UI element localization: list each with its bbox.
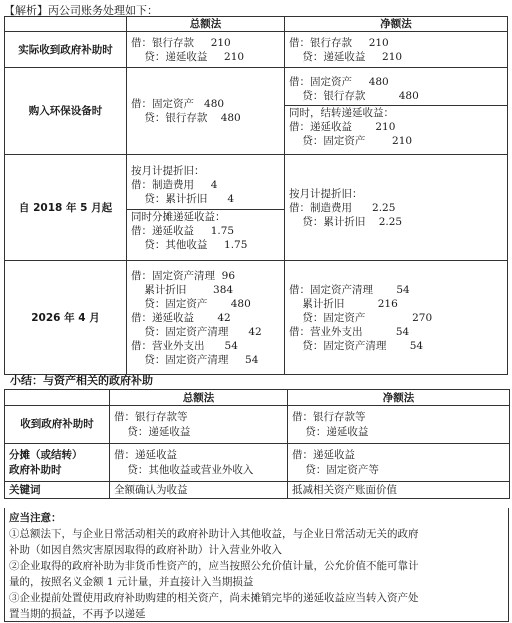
cell-gross-disposal [127,261,285,375]
entry-line: 贷：固定资产 210 [289,134,413,147]
entry-line: 贷：固定资产清理 54 [289,339,424,352]
entry-line: 贷：固定资产清理 42 [131,325,262,338]
summary-row-label [5,482,110,499]
entry-line: 贷：固定资产等 [292,463,379,476]
entry-line: 借：营业外支出 54 [131,339,238,352]
entry-line: 贷：固定资产清理 54 [131,353,259,366]
entry-line: 贷：递延收益 210 [289,50,403,63]
cell-gross-receive [127,32,285,68]
row-label-disposal: 2026 年 4 月 [5,261,127,375]
note-line: ②企业取得的政府补助为非货币性资产的，应当按照公允价值计量，公允价值不能可靠计 [9,560,419,572]
entry-line: 贷：递延收益 [114,425,191,438]
summary-row-label [5,406,110,444]
entry-line: 贷：其他收益 1.75 [131,238,248,251]
entry-line: 贷：银行存款 480 [289,89,419,102]
entry-line: 全额确认为收益 [114,483,188,496]
entry-line: 借：递延收益 42 [131,311,231,324]
summary-cell-net [288,406,510,444]
entry-line: 贷：银行存款 480 [131,112,241,124]
note-line: 量的，按照名义金额 1 元计量，并直接计入当期损益 [9,576,254,588]
note-line: 置当期的损益，不再予以递延 [9,608,146,620]
label-line: 收到政府补助时 [20,418,94,430]
entry-line: 借：营业外支出 54 [289,325,410,338]
entry-line: 贷：固定资产 270 [289,311,433,324]
header-gross: 总额法 [127,17,285,32]
entry-line: 贷：递延收益 210 [131,50,245,63]
cell-divider [127,209,284,252]
summary-header-net: 净额法 [288,390,510,406]
entry-line: 贷：递延收益 [292,425,369,438]
note-line: 补助（如因自然灾害原因取得的政府补助）计入营业外收入 [9,544,282,556]
summary-row-label [5,444,110,482]
notes-box [4,508,509,622]
entry-line: 抵减相关资产账面价值 [292,483,397,496]
entry-line: 借：制造费用 4 [131,178,218,191]
entry-line: 借：固定资产 480 [131,98,225,110]
summary-header-gross: 总额法 [110,390,288,406]
summary-title: 小结：与资产相关的政府补助 [10,374,153,387]
entry-line: 借：银行存款等 [292,410,366,423]
summary-cell-net [288,482,510,499]
entry-line: 贷：累计折旧 4 [131,192,235,205]
entry-line: 借：递延收益 [114,448,177,461]
entry-line: 贷：其他收益或营业外收入 [114,463,254,476]
notes-heading: 应当注意： [9,512,62,524]
summary-cell-net [288,444,510,482]
label-line: 政府补助时 [9,463,62,476]
cell-net-purchase [285,68,508,155]
cell-gross-purchase [127,68,285,155]
summary-cell-gross [110,444,288,482]
entry-line: 累计折旧 384 [131,283,234,296]
label-line: 关键词 [9,483,41,496]
summary-cell-gross [110,406,288,444]
entry-line: 贷：累计折旧 2.25 [289,215,403,228]
summary-header-blank [5,390,110,406]
entry-line: 借：递延收益 [292,448,355,461]
entry-line: 借：递延收益 1.75 [131,224,235,237]
cell-divider [285,105,507,148]
note-line: ①总额法下，与企业日常活动相关的政府补助计入其他收益，与企业日常活动无关的政府 [9,528,419,540]
row-label-depreciation: 自 2018 年 5 月起 [5,155,127,261]
entry-line: 借：固定资产清理 54 [289,283,410,296]
summary-table [4,389,510,499]
cell-net-depreciation [285,155,508,261]
note-line: ③企业提前处置使用政府补助购建的相关资产，尚未摊销完毕的递延收益应当转入资产处 [9,592,419,604]
header-blank [5,17,127,32]
entry-line: 贷：固定资产 480 [131,297,251,310]
entry-line: 借：固定资产清理 96 [131,269,236,282]
cell-net-receive [285,32,508,68]
entry-line: 按月计提折旧： [131,164,205,177]
intro-text: 【解析】丙公司账务处理如下： [4,4,158,17]
entry-line: 按月计提折旧： [289,187,363,200]
entry-line: 借：制造费用 2.25 [289,201,396,214]
cell-net-disposal [285,261,508,375]
entry-line: 借：银行存款等 [114,410,188,423]
header-net: 净额法 [285,17,508,32]
entry-line: 累计折旧 216 [289,297,398,310]
entry-line: 借：银行存款 210 [131,36,231,49]
entry-line: 借：固定资产 480 [289,75,389,88]
entry-line: 借：银行存款 210 [289,36,389,49]
row-label-purchase: 购入环保设备时 [5,68,127,155]
entry-line: 同时，结转递延收益： [289,106,394,119]
row-label-receive: 实际收到政府补助时 [5,32,127,68]
journal-table [4,16,508,375]
label-line: 分摊（或结转） [9,448,83,461]
summary-cell-gross [110,482,288,499]
cell-gross-depreciation [127,155,285,261]
entry-line: 同时分摊递延收益： [131,210,226,223]
entry-line: 借：递延收益 210 [289,120,396,133]
